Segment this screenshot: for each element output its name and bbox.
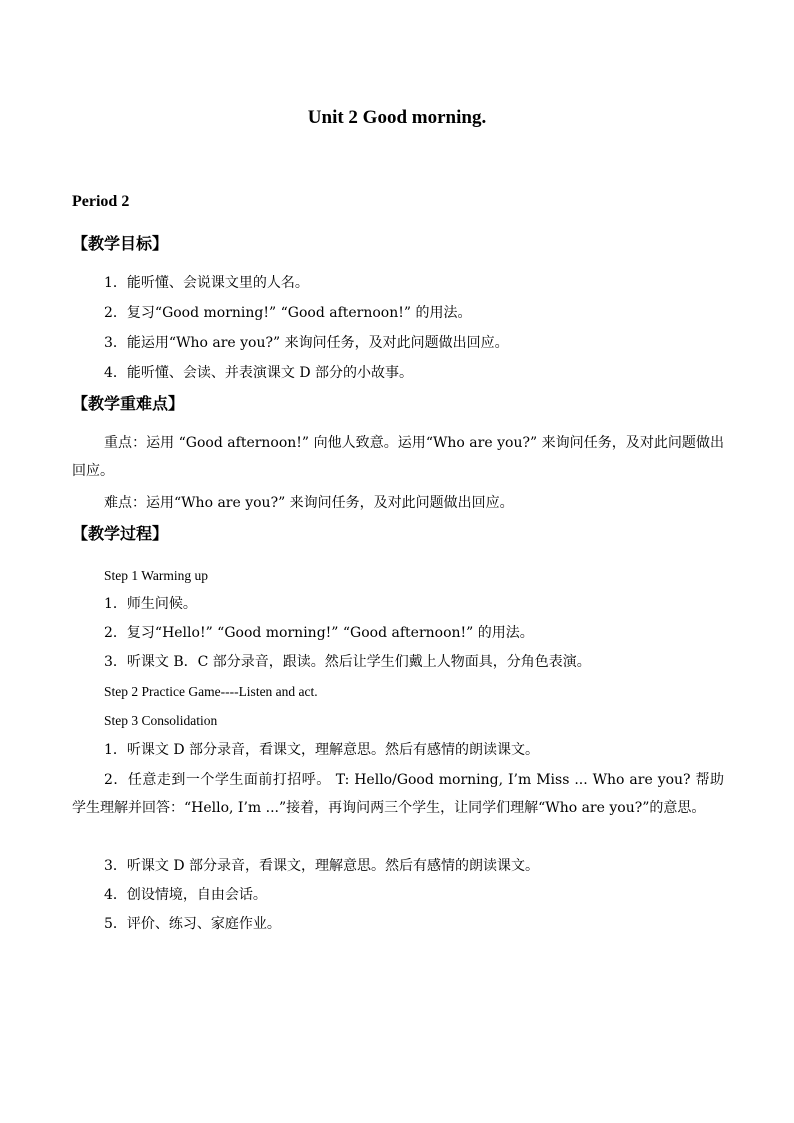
difficulty-paragraph: 难点：运用“Who are you?” 来询问任务，及对此问题做出回应。: [104, 495, 514, 511]
step-1-item: 1．师生问候。: [104, 596, 197, 612]
step-3-item: 5．评价、练习、家庭作业。: [104, 916, 281, 932]
step-3-title: Step 3 Consolidation: [104, 713, 218, 728]
objective-item: 1．能听懂、会说课文里的人名。: [104, 275, 309, 291]
objective-item: 4．能听懂、会读、并表演课文 D 部分的小故事。: [104, 365, 414, 381]
document-title: Unit 2 Good morning.: [307, 107, 487, 128]
step-1-item: 3．听课文 B．C 部分录音，跟读。然后让学生们戴上人物面具，分角色表演。: [104, 654, 591, 670]
key-points-heading: 【教学重难点】: [72, 394, 185, 413]
step-1-title: Step 1 Warming up: [104, 568, 209, 583]
objective-item: 2．复习“Good morning!” “Good afternoon!” 的用法。: [104, 305, 472, 321]
step-1-item: 2．复习“Hello!” “Good morning!” “Good afternoon!” 的用法。: [104, 625, 534, 641]
step-3-item: 3．听课文 D 部分录音，看课文，理解意思。然后有感情的朗读课文。: [104, 858, 540, 874]
objectives-heading: 【教学目标】: [72, 234, 169, 253]
period-label: Period 2: [72, 193, 130, 210]
step-3-item: 4．创设情境，自由会话。: [104, 887, 267, 903]
step-2-title: Step 2 Practice Game----Listen and act.: [104, 684, 318, 699]
process-heading: 【教学过程】: [72, 524, 169, 543]
objective-item: 3．能运用“Who are you?” 来询问任务，及对此问题做出回应。: [104, 335, 509, 351]
step-3-item: 1．听课文 D 部分录音，看课文，理解意思。然后有感情的朗读课文。: [104, 742, 540, 758]
step-3-item: 2．任意走到一个学生面前打招呼。 T: Hello/Good morning, I’m Miss ... Who are you? 帮助学生理解并回答：“Hello, I’m ...”接着，再询问两三个学生，让同学们理解“Who are you?”的意思。: [72, 772, 724, 816]
focus-paragraph: 重点：运用 “Good afternoon!” 向他人致意。运用“Who are you?” 来询问任务，及对此问题做出回应。: [72, 435, 724, 479]
